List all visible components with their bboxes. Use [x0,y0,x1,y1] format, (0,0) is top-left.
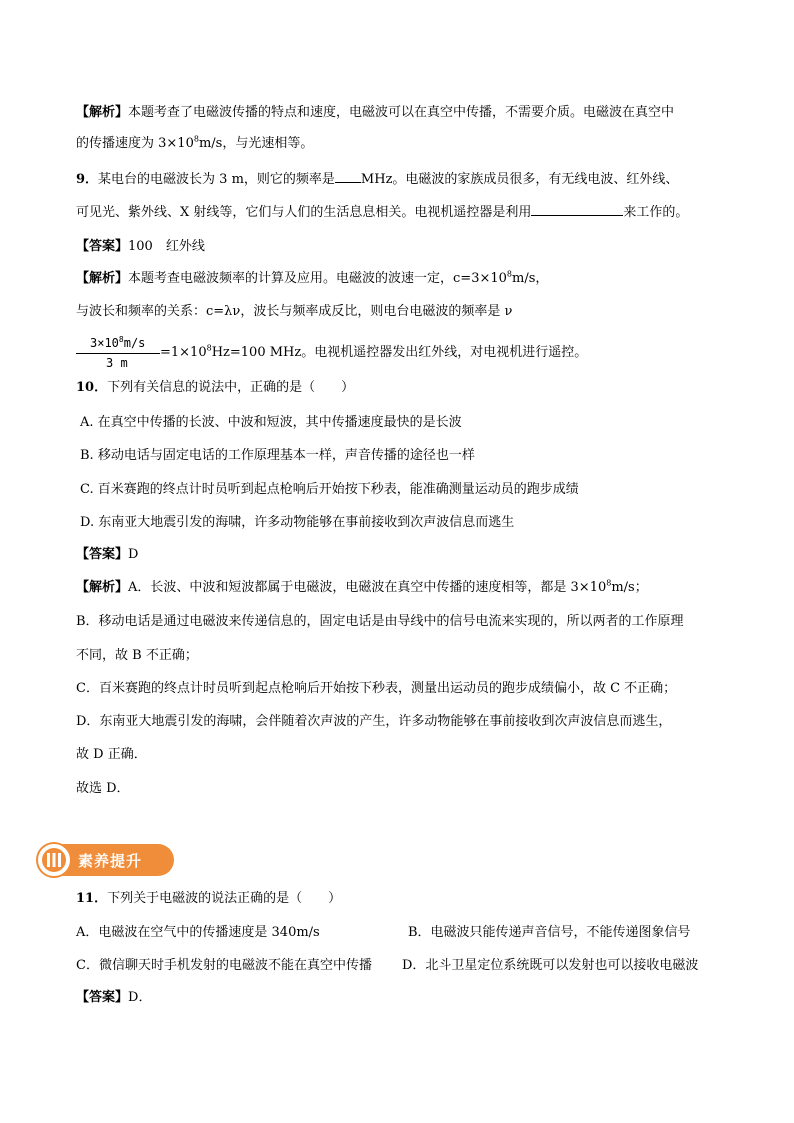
q9-analysis-unit: m/s， [512,271,549,286]
answer-blank[interactable] [335,170,361,183]
q10-option-c: C. 百米赛跑的终点计时员听到起点枪响后开始按下秒表，能准确测量运动员的跑步成绩 [80,482,579,497]
q11-option-b: B．电磁波只能传递声音信号，不能传递图象信号 [408,925,691,940]
q9-stem-text-4: 来工作的。 [623,205,689,220]
q11-answer [76,989,151,1007]
q8-analysis-line-1 [76,104,674,122]
q9-stem-line-2 [76,203,688,222]
q9-analysis-text-2: 与波长和频率的关系：c=λν，波长与频率成反比，则电台电磁波的频率是 ν [76,304,513,319]
analysis-tag: 【解析】 [76,105,129,120]
q11-stem-text: 下列关于电磁波的说法正确的是（ ） [107,891,342,906]
q10-stem-text: 下列有关信息的说法中，正确的是（ ） [107,380,355,395]
q11-option-d: D．北斗卫星定位系统既可以发射也可以接收电磁波 [402,958,699,973]
question-number: 9． [76,172,99,187]
answer-tag: 【答案】 [76,547,129,562]
q10-analysis-a-unit: m/s； [611,580,648,595]
fraction-denominator: 3 m [106,356,128,370]
q10-answer-text: D [128,547,139,562]
fraction-bar [76,353,160,354]
q9-analysis-line-3 [160,344,587,362]
q10-analysis-c: C．百米赛跑的终点计时员听到起点枪响后开始按下秒表，测量出运动员的跑步成绩偏小，故 C 不正确； [76,681,677,696]
q9-analysis-line-1 [76,270,548,288]
q9-answer [76,238,205,256]
bookshelf-icon [36,842,72,878]
q9-result-text: =1×10 [160,345,207,360]
q9-stem-text: 某电台的电磁波长为 3 m，则它的频率是 [98,172,335,187]
q9-stem-text-2: MHz。电磁波的家族成员很多，有无线电波、红外线、 [360,172,679,187]
q11-option-a: A．电磁波在空气中的传播速度是 340m/s [76,925,320,940]
q10-analysis-d-1: D．东南亚大地震引发的海啸，会伴随着次声波的产生，许多动物能够在事前接收到次声波信息而逃生， [76,714,672,729]
section-badge [36,842,174,878]
section-title: 素养提升 [78,852,143,870]
q8-speed-text: 的传播速度为 3×10 [76,136,194,151]
fraction-numerator: $3\times 10^8m/s$ [90,335,146,350]
q10-analysis-a-text: A．长波、中波和短波都属于电磁波，电磁波在真空中传播的速度相等，都是 3×10 [128,580,607,595]
q10-option-b: B. 移动电话与固定电话的工作原理基本一样，声音传播的途径也一样 [80,448,475,463]
q10-stem [76,379,354,397]
q10-answer [76,546,138,564]
q10-analysis-a [76,579,648,597]
q10-conclusion: 故选 D． [76,781,130,796]
analysis-tag: 【解析】 [76,271,129,286]
q11-stem [76,890,341,908]
exponent: 8 [206,343,212,353]
q11-answer-text: D． [128,990,152,1005]
analysis-tag: 【解析】 [76,580,129,595]
exponent: 8 [193,134,199,144]
q10-analysis-b-1: B．移动电话是通过电磁波来传递信息的，固定电话是由导线中的信号电流来实现的，所以两者的工作原理 [76,614,684,629]
question-number: 10． [76,380,108,395]
q10-option-d: D. 东南亚大地震引发的海啸，许多动物能够在事前接收到次声波信息而逃生 [80,515,515,530]
answer-tag: 【答案】 [76,990,129,1005]
q9-stem-line-1 [76,170,678,189]
answer-tag: 【答案】 [76,239,129,254]
q9-analysis-line-2 [76,303,512,321]
exponent: 8 [506,269,512,279]
q9-answer-text: 100 红外线 [128,239,205,254]
q9-result-text-2: Hz=100 MHz。电视机遥控器发出红外线，对电视机进行遥控。 [211,345,588,360]
exponent: 8 [606,578,612,588]
frequency-fraction [76,336,166,372]
q10-analysis-d-2: 故 D 正确． [76,747,147,762]
q8-analysis-line-2 [76,135,313,153]
answer-blank[interactable] [531,203,623,216]
q10-option-a: A. 在真空中传播的长波、中波和短波，其中传播速度最快的是长波 [80,415,462,430]
q9-stem-text-3: 可见光、紫外线、X 射线等，它们与人们的生活息息相关。电视机遥控器是利用 [76,205,532,220]
q10-analysis-b-2: 不同，故 B 不正确； [76,648,198,663]
question-number: 11． [76,891,108,906]
q8-analysis-text: 本题考查了电磁波传播的特点和速度，电磁波可以在真空中传播，不需要介质。电磁波在真空中 [128,105,675,120]
q8-speed-unit: m/s，与光速相等。 [198,136,314,151]
q11-option-c: C．微信聊天时手机发射的电磁波不能在真空中传播 [76,958,372,973]
q9-analysis-text: 本题考查电磁波频率的计算及应用。电磁波的波速一定，c=3×10 [128,271,507,286]
